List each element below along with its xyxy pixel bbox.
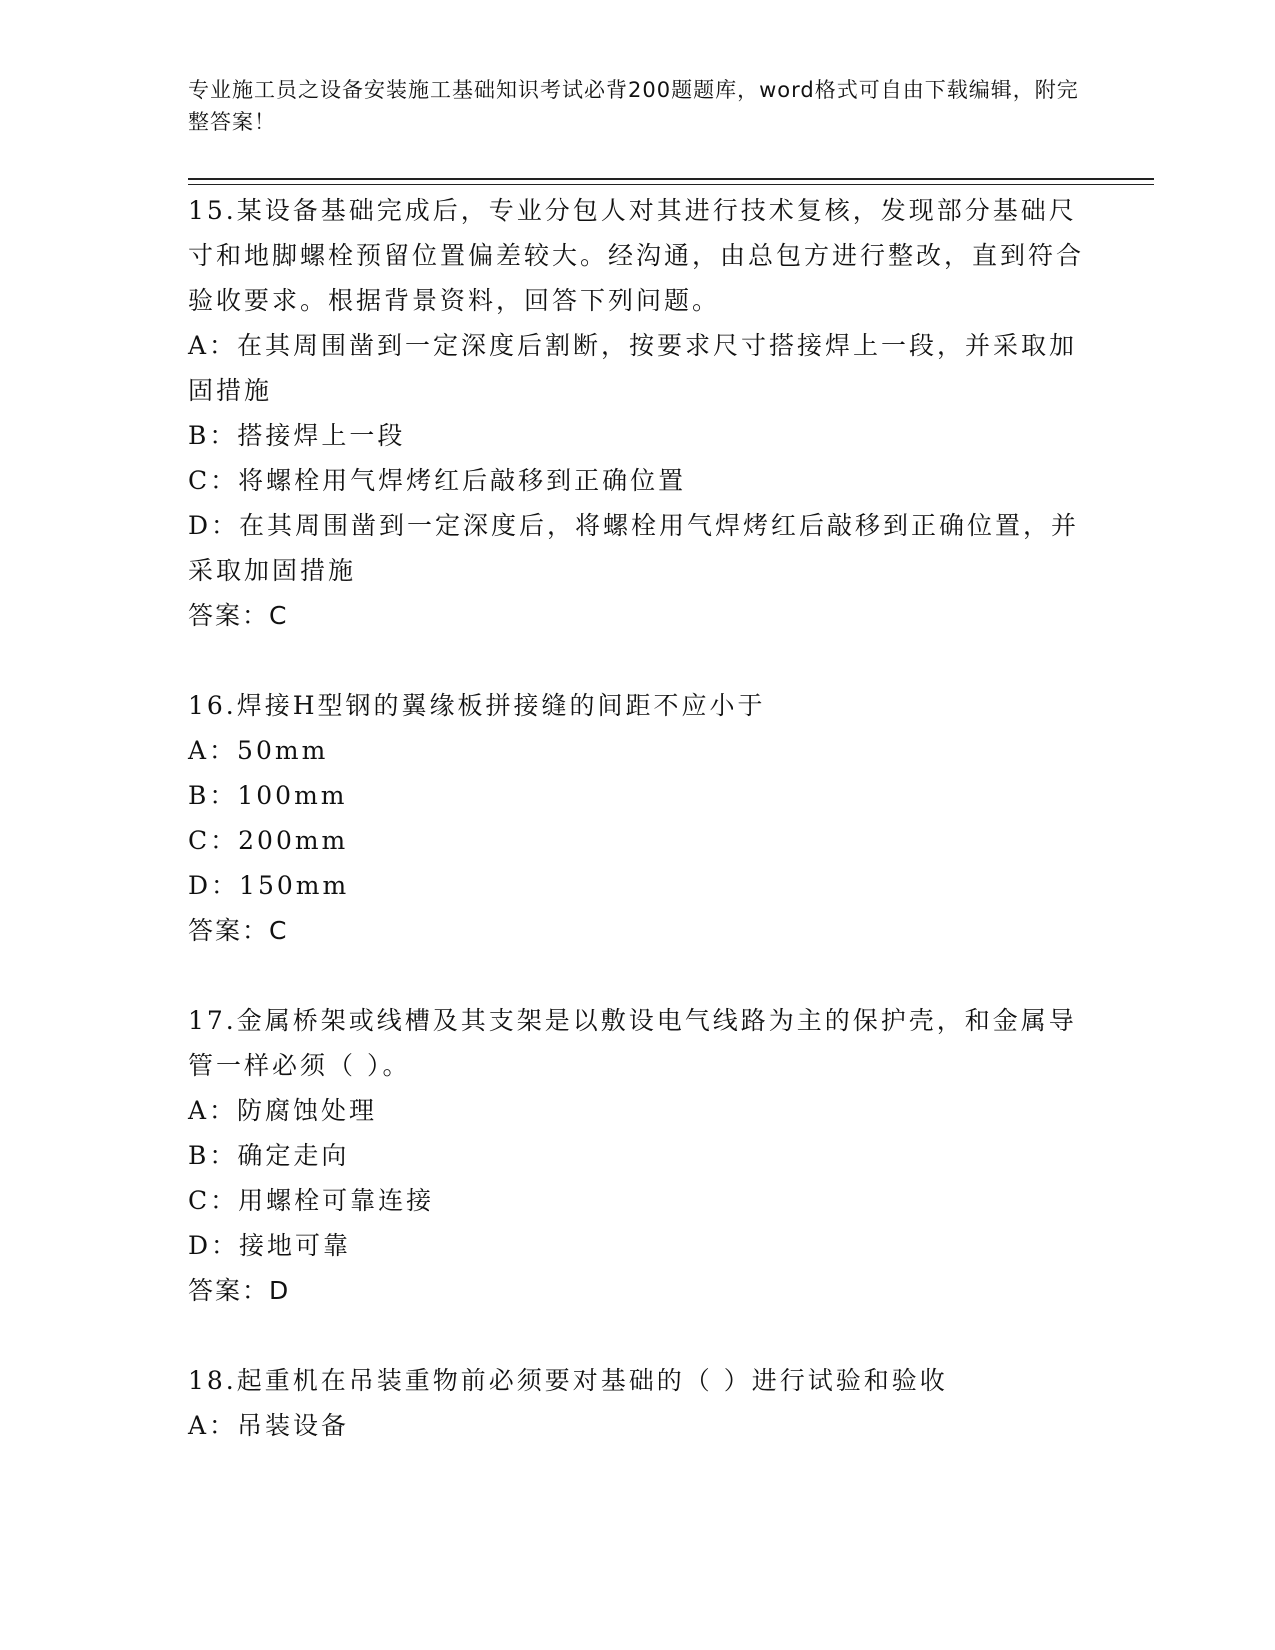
- spacer: [188, 1313, 1088, 1358]
- option-b: B：确定走向: [188, 1141, 350, 1170]
- option-d: D：接地可靠: [188, 1231, 352, 1260]
- spacer: [188, 953, 1088, 998]
- question-16: [188, 683, 1088, 953]
- question-17: [188, 998, 1088, 1313]
- question-list: [188, 188, 1088, 1448]
- answer-line: 答案：C: [188, 916, 289, 945]
- option-c: C：将螺栓用气焊烤红后敲移到正确位置: [188, 466, 687, 495]
- question-15: [188, 188, 1088, 638]
- question-text: 15.某设备基础完成后，专业分包人对其进行技术复核，发现部分基础尺寸和地脚螺栓预留位置偏差较大。经沟通，由总包方进行整改，直到符合验收要求。根据背景资料，回答下列问题。: [188, 196, 1085, 315]
- question-text: 18.起重机在吊装重物前必须要对基础的（ ）进行试验和验收: [188, 1366, 948, 1395]
- option-a: A：在其周围凿到一定深度后割断，按要求尺寸搭接焊上一段，并采取加固措施: [188, 331, 1078, 405]
- option-b: B：100mm: [188, 781, 348, 810]
- option-b: B：搭接焊上一段: [188, 421, 406, 450]
- header-divider-thin: [188, 184, 1154, 185]
- option-c: C：用螺栓可靠连接: [188, 1186, 435, 1215]
- document-header: 专业施工员之设备安装施工基础知识考试必背200题题库，word格式可自由下载编辑，附完整答案！: [188, 78, 1079, 134]
- option-d: D：在其周围凿到一定深度后，将螺栓用气焊烤红后敲移到正确位置，并采取加固措施: [188, 511, 1080, 585]
- option-d: D：150mm: [188, 871, 350, 900]
- spacer: [188, 638, 1088, 683]
- answer-line: 答案：D: [188, 1276, 291, 1305]
- option-c: C：200mm: [188, 826, 349, 855]
- question-text: 17.金属桥架或线槽及其支架是以敷设电气线路为主的保护壳，和金属导管一样必须（ ）。: [188, 1006, 1077, 1080]
- option-a: A：50mm: [188, 736, 329, 765]
- question-18: [188, 1358, 1088, 1448]
- answer-line: 答案：C: [188, 601, 289, 630]
- option-a: A：防腐蚀处理: [188, 1096, 378, 1125]
- header-divider-thick: [188, 178, 1154, 180]
- option-a: A：吊装设备: [188, 1411, 350, 1440]
- question-text: 16.焊接H型钢的翼缘板拼接缝的间距不应小于: [188, 691, 766, 720]
